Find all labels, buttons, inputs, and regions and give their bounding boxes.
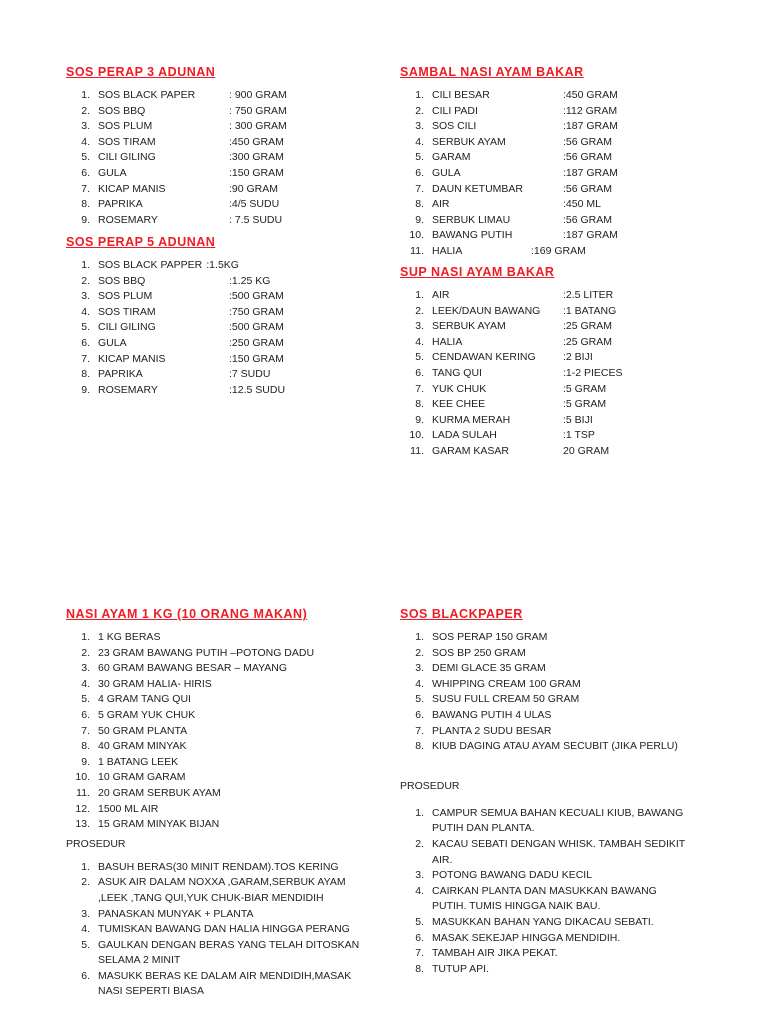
- list-item: [66, 646, 376, 662]
- list-text: POTONG BAWANG DADU KECIL: [432, 869, 593, 882]
- ingredient-quantity: :4/5 SUDU: [229, 198, 280, 211]
- sos-blackpaper-ingredient-list: [400, 630, 710, 755]
- list-number: 5.: [415, 151, 424, 164]
- list-item: [66, 802, 376, 818]
- list-number: 7.: [415, 382, 424, 395]
- ingredient-row: [400, 428, 740, 444]
- ingredient-name: SOS BLACK PAPER: [98, 89, 196, 101]
- sos-blackpaper-section: [400, 607, 710, 977]
- ingredient-name: PAPRIKA: [98, 368, 143, 381]
- list-text: TUTUP API.: [432, 962, 489, 975]
- list-text: MASUKK BERAS KE DALAM AIR MENDIDIH,MASAK NASI SEPERTI BIASA: [98, 969, 352, 998]
- sos-blackpaper-title: SOS BLACKPAPER: [400, 607, 523, 621]
- ingredient-name: LEEK/DAUN BAWANG: [432, 304, 541, 317]
- list-item: [400, 884, 690, 915]
- list-item: [400, 962, 690, 978]
- list-number: 6.: [415, 166, 424, 179]
- list-number: 4.: [81, 923, 90, 936]
- sos-perap-3-list: [66, 88, 366, 228]
- ingredient-name: CILI GILING: [98, 321, 156, 334]
- list-number: 9.: [81, 755, 90, 768]
- ingredient-quantity: :56 GRAM: [563, 135, 613, 148]
- sos-perap-5-section: [66, 235, 366, 398]
- ingredient-row: [66, 166, 366, 182]
- list-number: 11.: [410, 444, 424, 457]
- list-number: 5.: [415, 351, 424, 364]
- list-number: 4.: [81, 135, 90, 148]
- list-number: 8.: [81, 198, 90, 211]
- ingredient-name: CILI PADI: [432, 104, 478, 117]
- ingredient-name: GULA: [98, 336, 127, 349]
- ingredient-row: [400, 413, 740, 429]
- ingredient-name: SERBUK LIMAU: [432, 213, 511, 226]
- ingredient-quantity: :1 BATANG: [563, 304, 617, 317]
- ingredient-row: [66, 213, 366, 229]
- list-text: 60 GRAM BAWANG BESAR – MAYANG: [98, 662, 288, 675]
- nasi-ayam-section: [66, 607, 376, 1000]
- sambal-title: SAMBAL NASI AYAM BAKAR: [400, 65, 584, 79]
- ingredient-quantity: : 900 GRAM: [229, 89, 287, 101]
- ingredient-quantity: :169 GRAM: [531, 244, 586, 257]
- list-text: 40 GRAM MINYAK: [98, 740, 187, 753]
- list-text: 20 GRAM SERBUK AYAM: [98, 786, 221, 799]
- ingredient-name: ROSEMARY: [98, 383, 158, 396]
- ingredient-row: [400, 350, 740, 366]
- list-number: 5.: [81, 321, 90, 334]
- ingredient-row: [66, 383, 366, 399]
- list-number: 7.: [415, 182, 424, 195]
- list-item: [66, 860, 376, 876]
- list-item: [400, 677, 710, 693]
- ingredient-quantity: :187 GRAM: [563, 120, 618, 133]
- list-number: 2.: [81, 876, 90, 889]
- list-number: 5.: [415, 693, 424, 706]
- ingredient-name: SOS BLACK PAPPER: [98, 259, 203, 271]
- list-number: 4.: [81, 305, 90, 318]
- ingredient-row: [66, 367, 366, 383]
- ingredient-row: [66, 305, 366, 321]
- list-item: [400, 708, 710, 724]
- ingredient-row: [66, 119, 366, 135]
- ingredient-quantity: :1.25 KG: [229, 274, 271, 287]
- ingredient-row: [400, 119, 740, 135]
- ingredient-row: [66, 289, 366, 305]
- list-number: 11.: [410, 244, 424, 257]
- sos-perap-3-title: SOS PERAP 3 ADUNAN: [66, 65, 216, 79]
- ingredient-row: [400, 366, 740, 382]
- ingredient-quantity: :7 SUDU: [229, 368, 271, 381]
- list-number: 3.: [81, 907, 90, 920]
- ingredient-name: BAWANG PUTIH: [432, 229, 513, 242]
- sos-blackpaper-step-list: [400, 806, 690, 978]
- ingredient-quantity: :112 GRAM: [563, 104, 618, 117]
- ingredient-quantity: : 750 GRAM: [229, 104, 287, 117]
- list-item: [400, 692, 710, 708]
- list-number: 6.: [415, 366, 424, 379]
- list-item: [66, 692, 376, 708]
- list-number: 5.: [81, 693, 90, 706]
- sup-list: [400, 288, 740, 460]
- ingredient-name: GARAM: [432, 151, 471, 164]
- ingredient-quantity: :5 GRAM: [563, 382, 607, 395]
- ingredient-name: DAUN KETUMBAR: [432, 182, 524, 195]
- list-item: [66, 875, 376, 906]
- list-number: 1.: [81, 89, 90, 101]
- list-number: 3.: [415, 320, 424, 333]
- ingredient-row: [400, 444, 740, 460]
- ingredient-name: AIR: [432, 289, 450, 301]
- list-number: 3.: [81, 290, 90, 303]
- list-number: 2.: [415, 837, 424, 850]
- ingredient-row: [66, 258, 366, 274]
- list-text: CAIRKAN PLANTA DAN MASUKKAN BAWANG PUTIH. TUMIS HINGGA NAIK BAU.: [432, 884, 657, 913]
- list-number: 2.: [81, 646, 90, 659]
- list-number: 9.: [81, 213, 90, 226]
- list-text: 50 GRAM PLANTA: [98, 724, 188, 737]
- list-number: 3.: [81, 120, 90, 133]
- ingredient-row: [400, 397, 740, 413]
- list-number: 7.: [81, 724, 90, 737]
- ingredient-name: CENDAWAN KERING: [432, 351, 536, 364]
- list-item: [400, 868, 690, 884]
- sos-blackpaper-prosedur-label: PROSEDUR: [400, 779, 460, 792]
- list-number: 9.: [415, 413, 424, 426]
- list-number: 11.: [76, 786, 90, 799]
- ingredient-quantity: 20 GRAM: [563, 444, 610, 457]
- list-number: 5.: [81, 938, 90, 951]
- list-text: 23 GRAM BAWANG PUTIH –POTONG DADU: [98, 646, 315, 659]
- ingredient-name: SOS BBQ: [98, 274, 146, 287]
- ingredient-row: [400, 382, 740, 398]
- list-number: 4.: [415, 135, 424, 148]
- ingredient-row: [66, 104, 366, 120]
- list-item: [400, 931, 690, 947]
- list-number: 6.: [81, 336, 90, 349]
- list-number: 2.: [415, 104, 424, 117]
- ingredient-quantity: :450 GRAM: [229, 135, 284, 148]
- list-number: 6.: [81, 166, 90, 179]
- list-text: KACAU SEBATI DENGAN WHISK. TAMBAH SEDIKIT AIR.: [432, 837, 686, 866]
- list-text: PLANTA 2 SUDU BESAR: [432, 724, 552, 737]
- ingredient-quantity: :56 GRAM: [563, 151, 613, 164]
- list-text: DEMI GLACE 35 GRAM: [432, 662, 546, 675]
- list-item: [66, 724, 376, 740]
- sos-perap-5-title: SOS PERAP 5 ADUNAN: [66, 235, 216, 249]
- ingredient-quantity: :25 GRAM: [563, 335, 613, 348]
- list-number: 3.: [81, 662, 90, 675]
- list-text: WHIPPING CREAM 100 GRAM: [432, 677, 581, 690]
- list-text: SUSU FULL CREAM 50 GRAM: [432, 693, 580, 706]
- list-number: 8.: [81, 740, 90, 753]
- list-number: 3.: [415, 662, 424, 675]
- ingredient-quantity: :5 BIJI: [563, 413, 593, 426]
- list-text: 1 KG BERAS: [98, 631, 161, 643]
- list-number: 10.: [409, 229, 424, 242]
- list-number: 10.: [409, 429, 424, 442]
- list-number: 8.: [415, 398, 424, 411]
- list-item: [400, 724, 710, 740]
- list-number: 2.: [415, 304, 424, 317]
- ingredient-quantity: :750 GRAM: [229, 305, 284, 318]
- list-item: [66, 677, 376, 693]
- ingredient-quantity: :250 GRAM: [229, 336, 284, 349]
- list-item: [400, 630, 710, 646]
- list-number: 2.: [415, 646, 424, 659]
- ingredient-row: [400, 135, 740, 151]
- ingredient-name: GULA: [432, 166, 461, 179]
- list-number: 9.: [415, 213, 424, 226]
- ingredient-row: [400, 182, 740, 198]
- list-number: 9.: [81, 383, 90, 396]
- ingredient-name: SOS CILI: [432, 120, 477, 133]
- sos-perap-3-section: [66, 65, 366, 228]
- ingredient-row: [400, 88, 740, 104]
- list-number: 1.: [81, 259, 90, 271]
- list-number: 6.: [415, 708, 424, 721]
- list-text: PANASKAN MUNYAK + PLANTA: [98, 907, 254, 920]
- ingredient-name: SERBUK AYAM: [432, 320, 506, 333]
- list-item: [66, 661, 376, 677]
- list-number: 1.: [415, 631, 424, 643]
- nasi-ayam-prosedur-label: PROSEDUR: [66, 837, 126, 850]
- ingredient-row: [400, 166, 740, 182]
- list-number: 4.: [415, 677, 424, 690]
- list-text: TUMISKAN BAWANG DAN HALIA HINGGA PERANG: [98, 923, 350, 936]
- ingredient-row: [400, 335, 740, 351]
- list-text: 15 GRAM MINYAK BIJAN: [98, 818, 220, 831]
- ingredient-quantity: : 7.5 SUDU: [229, 213, 283, 226]
- ingredient-quantity: :150 GRAM: [229, 352, 284, 365]
- ingredient-quantity: :300 GRAM: [229, 151, 284, 164]
- list-text: 5 GRAM YUK CHUK: [98, 708, 196, 721]
- ingredient-quantity: :5 GRAM: [563, 398, 607, 411]
- ingredient-quantity: :56 GRAM: [563, 182, 613, 195]
- list-number: 7.: [415, 724, 424, 737]
- ingredient-row: [66, 320, 366, 336]
- list-number: 1.: [81, 860, 90, 873]
- nasi-ayam-step-list: [66, 860, 376, 1000]
- list-number: 1.: [415, 89, 424, 101]
- list-item: [66, 969, 376, 1000]
- list-item: [66, 907, 376, 923]
- ingredient-quantity: :500 GRAM: [229, 290, 284, 303]
- ingredient-row: [66, 274, 366, 290]
- nasi-ayam-title: NASI AYAM 1 KG (10 ORANG MAKAN): [66, 607, 308, 621]
- ingredient-row: [400, 213, 740, 229]
- list-text: MASUKKAN BAHAN YANG DIKACAU SEBATI.: [432, 915, 654, 928]
- ingredient-row: [66, 150, 366, 166]
- list-number: 4.: [415, 884, 424, 897]
- ingredient-row: [66, 352, 366, 368]
- list-number: 6.: [81, 969, 90, 982]
- list-number: 7.: [81, 352, 90, 365]
- ingredient-name: SOS TIRAM: [98, 305, 156, 318]
- sambal-section: [400, 65, 740, 260]
- list-text: SOS PERAP 150 GRAM: [432, 631, 548, 643]
- ingredient-row: [66, 182, 366, 198]
- list-number: 2.: [81, 274, 90, 287]
- ingredient-quantity: :500 GRAM: [229, 321, 284, 334]
- list-number: 3.: [415, 869, 424, 882]
- ingredient-quantity: :450 GRAM: [563, 89, 618, 101]
- ingredient-quantity: :12.5 SUDU: [229, 383, 286, 396]
- ingredient-name: SOS TIRAM: [98, 135, 156, 148]
- ingredient-row: [66, 336, 366, 352]
- ingredient-row: [400, 228, 740, 244]
- list-item: [66, 938, 376, 969]
- ingredient-name: CILI GILING: [98, 151, 156, 164]
- list-item: [400, 646, 710, 662]
- ingredient-quantity: :450 ML: [563, 198, 601, 211]
- ingredient-row: [400, 319, 740, 335]
- ingredient-name: ROSEMARY: [98, 213, 158, 226]
- ingredient-quantity: :1.5KG: [206, 259, 239, 271]
- ingredient-name: YUK CHUK: [432, 382, 487, 395]
- sambal-list: [400, 88, 740, 260]
- list-item: [400, 946, 690, 962]
- ingredient-name: CILI BESAR: [432, 89, 490, 101]
- list-text: KIUB DAGING ATAU AYAM SECUBIT (JIKA PERLU): [432, 740, 678, 753]
- ingredient-quantity: :56 GRAM: [563, 213, 613, 226]
- list-text: 1500 ML AIR: [98, 802, 159, 815]
- list-text: MASAK SEKEJAP HINGGA MENDIDIH.: [432, 931, 621, 944]
- list-item: [66, 708, 376, 724]
- list-text: 1 BATANG LEEK: [98, 755, 179, 768]
- list-number: 1.: [415, 806, 424, 819]
- ingredient-quantity: :90 GRAM: [229, 182, 279, 195]
- list-text: GAULKAN DENGAN BERAS YANG TELAH DITOSKAN SELAMA 2 MINIT: [98, 938, 360, 967]
- list-text: 10 GRAM GARAM: [98, 771, 186, 784]
- ingredient-row: [400, 304, 740, 320]
- list-text: TAMBAH AIR JIKA PEKAT.: [432, 947, 558, 960]
- list-number: 7.: [415, 947, 424, 960]
- list-text: CAMPUR SEMUA BAHAN KECUALI KIUB, BAWANG PUTIH DAN PLANTA.: [432, 806, 684, 835]
- ingredient-name: LADA SULAH: [432, 429, 497, 442]
- sup-section: [400, 265, 740, 460]
- list-item: [400, 739, 710, 755]
- nasi-ayam-ingredient-list: [66, 630, 376, 833]
- list-item: [66, 770, 376, 786]
- list-text: SOS BP 250 GRAM: [432, 646, 526, 659]
- ingredient-name: HALIA: [432, 244, 463, 257]
- list-number: 2.: [81, 104, 90, 117]
- list-item: [400, 915, 690, 931]
- ingredient-row: [400, 197, 740, 213]
- list-text: BAWANG PUTIH 4 ULAS: [432, 708, 552, 721]
- ingredient-quantity: : 300 GRAM: [229, 120, 287, 133]
- ingredient-row: [400, 244, 740, 260]
- list-number: 5.: [81, 151, 90, 164]
- list-number: 7.: [81, 182, 90, 195]
- ingredient-name: SOS PLUM: [98, 120, 153, 133]
- ingredient-quantity: :2 BIJI: [563, 351, 593, 364]
- ingredient-quantity: :1-2 PIECES: [563, 366, 623, 379]
- ingredient-quantity: :150 GRAM: [229, 166, 284, 179]
- ingredient-quantity: :1 TSP: [563, 429, 595, 442]
- ingredient-quantity: :2.5 LITER: [563, 289, 614, 301]
- ingredient-row: [400, 150, 740, 166]
- list-number: 6.: [415, 931, 424, 944]
- ingredient-name: SOS PLUM: [98, 290, 153, 303]
- list-number: 5.: [415, 915, 424, 928]
- list-number: 8.: [415, 740, 424, 753]
- list-item: [66, 786, 376, 802]
- list-item: [400, 661, 710, 677]
- ingredient-name: SOS BBQ: [98, 104, 146, 117]
- list-item: [400, 837, 690, 868]
- list-item: [66, 630, 376, 646]
- ingredient-name: HALIA: [432, 335, 463, 348]
- list-text: BASUH BERAS(30 MINIT RENDAM).TOS KERING: [98, 860, 339, 873]
- list-item: [66, 817, 376, 833]
- list-item: [400, 806, 690, 837]
- list-item: [66, 739, 376, 755]
- list-text: 30 GRAM HALIA- HIRIS: [98, 677, 212, 690]
- list-number: 4.: [415, 335, 424, 348]
- ingredient-name: KICAP MANIS: [98, 182, 166, 195]
- ingredient-row: [66, 88, 366, 104]
- ingredient-name: GARAM KASAR: [432, 444, 510, 457]
- ingredient-name: SERBUK AYAM: [432, 135, 506, 148]
- ingredient-name: KURMA MERAH: [432, 413, 511, 426]
- list-number: 1.: [415, 289, 424, 301]
- ingredient-row: [400, 104, 740, 120]
- list-number: 12.: [75, 802, 90, 815]
- list-number: 8.: [415, 198, 424, 211]
- ingredient-name: GULA: [98, 166, 127, 179]
- ingredient-row: [66, 135, 366, 151]
- list-number: 1.: [81, 631, 90, 643]
- list-number: 13.: [75, 818, 90, 831]
- list-number: 10.: [75, 771, 90, 784]
- sos-perap-5-list: [66, 258, 366, 398]
- list-item: [66, 755, 376, 771]
- list-number: 8.: [81, 368, 90, 381]
- sup-title: SUP NASI AYAM BAKAR: [400, 265, 555, 279]
- ingredient-quantity: :187 GRAM: [563, 166, 618, 179]
- list-item: [66, 922, 376, 938]
- list-number: 6.: [81, 708, 90, 721]
- list-text: ASUK AIR DALAM NOXXA ,GARAM,SERBUK AYAM ,LEEK ,TANG QUI,YUK CHUK-BIAR MENDIDIH: [98, 876, 346, 904]
- ingredient-name: KICAP MANIS: [98, 352, 166, 365]
- ingredient-quantity: :25 GRAM: [563, 320, 613, 333]
- list-number: 3.: [415, 120, 424, 133]
- ingredient-name: TANG QUI: [432, 366, 482, 379]
- list-text: 4 GRAM TANG QUI: [98, 693, 191, 706]
- list-number: 8.: [415, 962, 424, 975]
- ingredient-row: [66, 197, 366, 213]
- ingredient-quantity: :187 GRAM: [563, 229, 618, 242]
- ingredient-name: KEE CHEE: [432, 398, 486, 411]
- list-number: 4.: [81, 677, 90, 690]
- ingredient-name: AIR: [432, 198, 450, 211]
- ingredient-row: [400, 288, 740, 304]
- ingredient-name: PAPRIKA: [98, 198, 143, 211]
